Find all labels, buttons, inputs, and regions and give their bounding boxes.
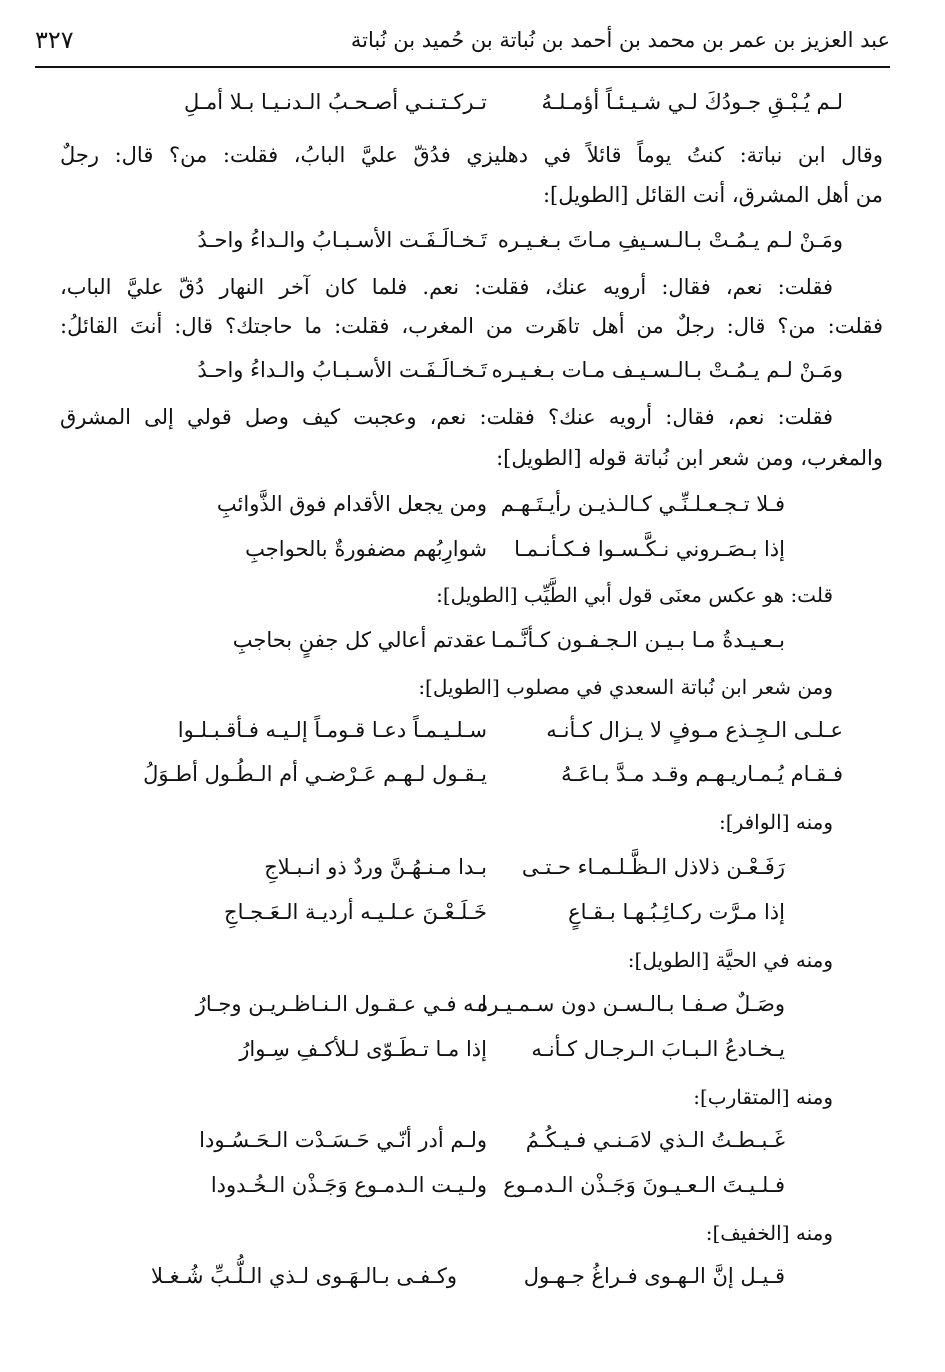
verse-second-hemistich: لـه فـي عـقـول الـنـاظـريـن وجـارُ bbox=[195, 992, 487, 1016]
prose-line: فقلت: نعم، فقال: أرويه عنك؟ فقلت: نعم، وعجبت كيف وصل قولي إلى المشرق bbox=[60, 405, 833, 429]
verse-first-hemistich: فـلـيـتَ الـعـيـونَ وَجَـذْن الـدمـوع bbox=[503, 1173, 785, 1197]
verse-second-hemistich: بـدا مـنـهُـنَّ وردٌ ذو انـبـلاجِ bbox=[264, 855, 487, 879]
verse-first-hemistich: قـيـل إنَّ الـهـوى فـراغُ جـهـول bbox=[523, 1264, 785, 1288]
prose-line: وقال ابن نباتة: كنتُ يوماً قائلاً في دهليزي فدُقّ عليَّ البابُ، فقلت: من؟ قال: رجلٌ bbox=[60, 143, 883, 167]
verse-second-hemistich: وكـفـى بـالـهَـوى لـذي الـلُّـبِّ شُـغـلا bbox=[150, 1264, 457, 1288]
verse-first-hemistich: فـقـام يُـمـاريـهـم وقـد مـدَّ بـاعَـهُ bbox=[561, 762, 843, 786]
header-rule bbox=[35, 66, 890, 68]
verse-second-hemistich: خَـلَـعْـنَ عـلـيـه أرديـة الـعَـجـاجِ bbox=[224, 900, 487, 924]
prose-line: ومنه في الحيَّة [الطويل]: bbox=[627, 948, 833, 972]
prose-line: ومن شعر ابن نُباتة السعدي في مصلوب [الطويل]: bbox=[418, 675, 833, 699]
prose-line: فقلت: من؟ قال: رجلٌ من أهل تاهَرت من المغرب، فقلت: ما حاجتك؟ قال: أنتَ القائلُ: bbox=[60, 314, 883, 338]
verse-second-hemistich: عقدتم أعالي كل جفنٍ بحاجبِ bbox=[232, 628, 487, 652]
verse-second-hemistich: ومن يجعل الأقدام فوق الذَّوائبِ bbox=[216, 492, 487, 516]
prose-line: ومنه [الخفيف]: bbox=[705, 1221, 833, 1245]
verse-second-hemistich: سـلـيـمـاً دعـا قـومـاً إلـيـه فـأقـبـلـوا bbox=[177, 718, 487, 742]
verse-first-hemistich: ومَـنْ لـم يـمُـتْ بـالـسـيـف مـات بـغـيـره bbox=[491, 358, 843, 382]
verse-second-hemistich: ولـيـت الـدمـوع وَجَـذْن الـخُـدودا bbox=[210, 1173, 487, 1197]
verse-first-hemistich: يـخـادعُ الـبـابَ الـرجـال كـأنـه bbox=[531, 1037, 785, 1061]
page-header bbox=[35, 22, 890, 62]
verse-second-hemistich: يـقـول لـهـم عَـرْضـي أم الـطُـول أطـوَلُ bbox=[143, 762, 487, 786]
verse-second-hemistich: تـركـتـنـي أصـحـبُ الـدنـيـا بـلا أمـلِ bbox=[183, 90, 487, 114]
verse-first-hemistich: وصَـلٌ صـفـا بـالـسـن دون سـمـيـره bbox=[477, 992, 785, 1016]
prose-line: من أهل المشرق، أنت القائل [الطويل]: bbox=[542, 183, 883, 207]
running-title: عبد العزيز بن عمر بن محمد بن أحمد بن نُباتة بن حُميد بن نُباتة bbox=[350, 28, 890, 52]
verse-second-hemistich: شوارِبُهم مضفورةٌ بالحواجبِ bbox=[245, 537, 487, 561]
verse-first-hemistich: فـلا تـجـعـلـنِّـي كـالـذيـن رأيـتَـهـم bbox=[500, 492, 785, 516]
prose-line: قلت: هو عكس معنَى قول أبي الطَّيِّب [الطويل]: bbox=[436, 583, 833, 607]
verse-second-hemistich: تَـخـالَـفَـت الأسـبـابُ والـداءُ واحـدُ bbox=[197, 358, 487, 382]
verse-second-hemistich: ولـم أدر أنّـي حَـسَـدْت الـحَـسُـودا bbox=[199, 1128, 487, 1152]
verse-second-hemistich: تَـخـالَـفَـت الأسـبـابُ والـداءُ واحـدُ bbox=[197, 228, 487, 252]
verse-first-hemistich: إذا مـرَّت ركـائِـبُـهـا بـقـاعٍ bbox=[568, 900, 785, 924]
verse-first-hemistich: إذا بـصَـروني نـكَّـسـوا فـكـأنـمـا bbox=[514, 537, 785, 561]
verse-first-hemistich: ومَـنْ لـم يـمُـتْ بـالـسـيفِ مـاتَ بـغـيـره bbox=[497, 228, 843, 252]
verse-first-hemistich: عـلـى الـجِـذع مـوفٍ لا يـزال كـأنـه bbox=[546, 718, 843, 742]
prose-line: والمغرب، ومن شعر ابن نُباتة قوله [الطويل]: bbox=[496, 446, 883, 470]
verse-second-hemistich: إذا مـا تـطَـوّى لـلأكـفِ سِـوارُ bbox=[239, 1037, 487, 1061]
verse-first-hemistich: غَـبـطـتُ الـذي لامَـنـي فـيـكُـمُ bbox=[525, 1128, 785, 1152]
verse-first-hemistich: لـم يُـبْـقِ جـودُكَ لـي شـيـئـاً أؤمـلـهُ bbox=[541, 90, 843, 114]
verse-first-hemistich: رَفَـعْـن ذلاذل الـظَّـلـمـاء حـتـى bbox=[521, 855, 785, 879]
prose-line: ومنه [الوافر]: bbox=[719, 810, 833, 834]
prose-line: ومنه [المتقارب]: bbox=[693, 1085, 833, 1109]
page-number: ٣٢٧ bbox=[35, 26, 74, 54]
verse-first-hemistich: بـعـيـدةُ مـا بـيـن الـجـفـون كـأنَّـمـا bbox=[490, 628, 785, 652]
prose-line: فقلت: نعم، فقال: أرويه عنك، فقلت: نعم. فلما كان آخر النهار دُقّ عليَّ الباب، bbox=[60, 275, 833, 299]
